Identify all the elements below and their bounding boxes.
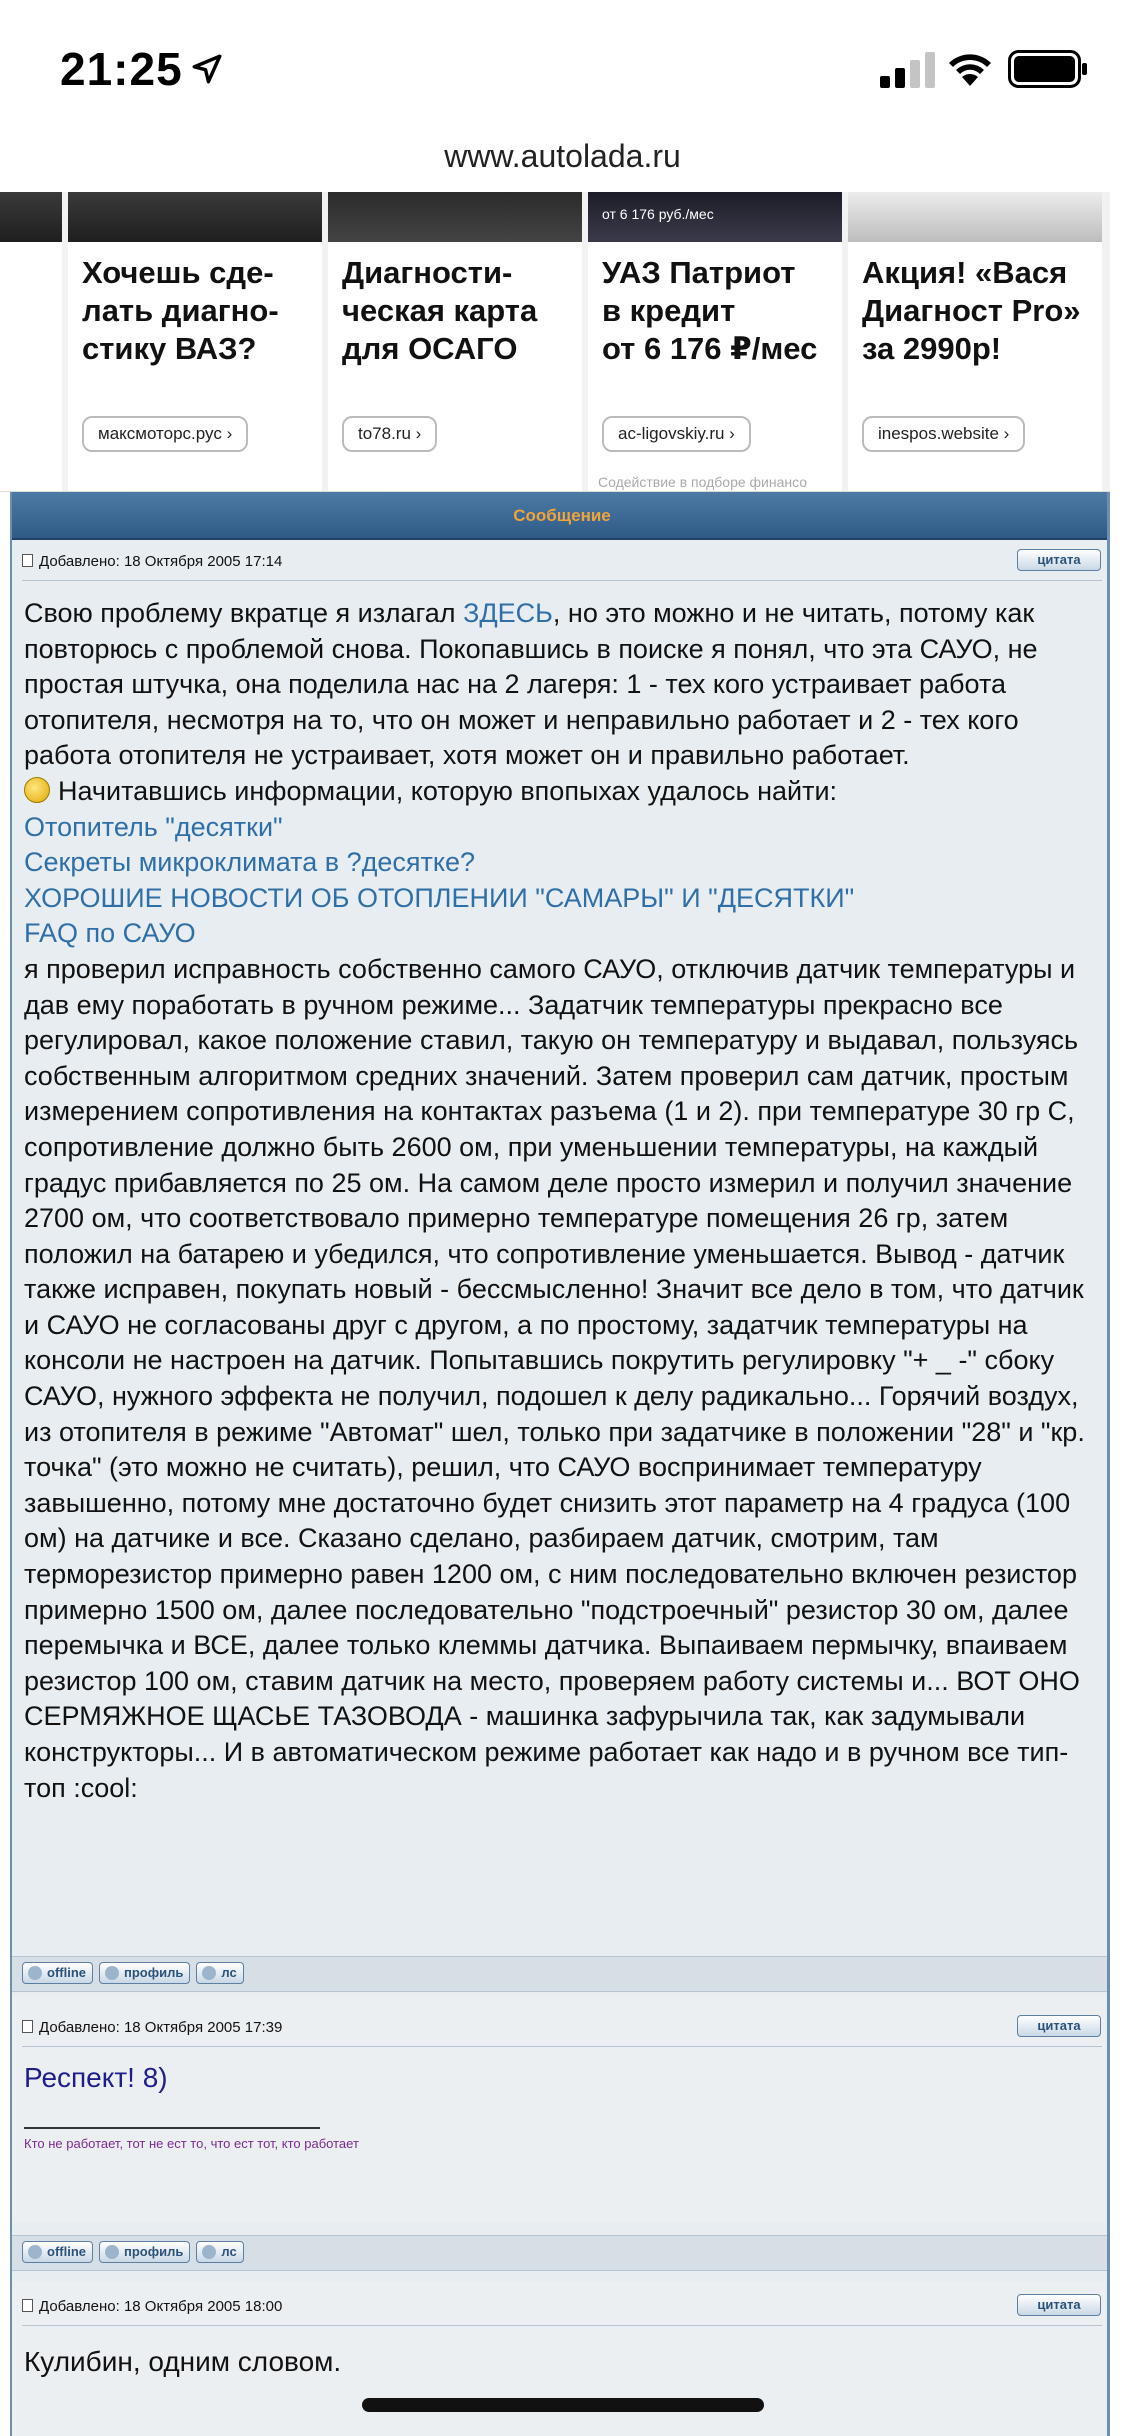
- home-indicator[interactable]: [362, 2398, 764, 2412]
- pm-button[interactable]: лс: [196, 2241, 243, 2263]
- ad-host-button[interactable]: ac-ligovskiy.ru ›: [602, 416, 751, 452]
- post-actions: [22, 1962, 250, 1986]
- link-heating-news[interactable]: ХОРОШИЕ НОВОСТИ ОБ ОТОПЛЕНИИ "САМАРЫ" И "ДЕСЯТКИ": [24, 882, 855, 913]
- post-body: Кулибин, одним словом.: [24, 2346, 342, 2377]
- ad-title: УАЗ Патриот в кредит от 6 176 ₽/мес: [602, 255, 818, 366]
- post-icon: [22, 554, 33, 567]
- divider: [22, 2325, 1102, 2326]
- post-meta: Добавлено: 18 Октября 2005 18:00: [22, 2293, 282, 2321]
- battery-icon: [1008, 50, 1088, 88]
- pm-button[interactable]: лс: [196, 1962, 243, 1984]
- offline-button[interactable]: offline: [22, 2241, 93, 2263]
- divider: [22, 2046, 1102, 2047]
- smiley-icon: [24, 777, 50, 803]
- ad-card[interactable]: [848, 192, 1102, 492]
- ad-host-button[interactable]: максмоторс.рус ›: [82, 416, 248, 452]
- post-body: Свою проблему вкратце я излагал ЗДЕСЬ, но это можно и не читать, потому как повторюсь с проблемой снова. Покопавшись в поиске я понял, что эта САУО, не простая штучка, она поделила нас на 2 лагеря: 1 - тех кого устраивает работа отопителя, несмотря на то, что он может и неправильно работает и 2 - тех кого работа отопителя не устраивает, хотя может он и правильно работает. Начитавшись информации, которую впопыхах удалось найти: Отопитель "десятки" Секреты микроклимата в ?десятке? ХОРОШИЕ НОВОСТИ ОБ ОТОПЛЕНИИ "САМАРЫ" И "ДЕСЯТКИ" FAQ по САУО я проверил исправность собственно самого САУО, отключив датчик температуры и дав ему поработать в ручном режиме... Задатчик температуры прекрасно все регулировал, какое положение ставил, такую он температуру и выдавал, пользуясь собственным алгоритмом средних значений. Затем проверил сам датчик, простым измерением сопротивления на контактах разъема (1 и 2). при температуре 30 гр С, сопротивление должно быть 2600 ом, при уменьшении температуры, на каждый градус прибавляется по 25 ом. На самом деле просто измерил и получил значение 2700 ом, что соответствовало примерно температуре помещения 26 гр, затем положил на батарею и убедился, что сопротивление уменьшается. Вывод - датчик также исправен, покупать новый - бессмысленно! Значит все дело в том, что датчик и САУО не согласованы друг с другом, а по простому, задатчик температуры на консоли не настроен на датчик. Попытавшись покрутить регулировку "+ _ -" сбоку САУО, нужного эффекта не получил, подошел к делу радикально... Горячий воздух, из отопителя в режиме "Автомат" шел, только при задатчике в положении "28" и "кр. точка" (это можно не считать), решил, что САУО воспринимает температуру завышенно, потому мне достаточно будет снизить этот параметр на 4 градуса (100 ом) на датчике и все. Сказано сделано, разбираем датчик, смотрим, там терморезистор примерно равен 1200 ом, с ним последовательно включен резистор примерно 1500 ом, далее последовательно "подстроечный" резистор 30 ом, далее перемычка и ВСЕ, далее только клеммы датчика. Выпаиваем пермычку, впаиваем резистор 100 ом, ставим датчик на место, проверяем работу системы и... ВОТ ОНО СЕРМЯЖНОЕ ЩАСЬЕ ТАЗОВОДА - машинка зафурычила так, как задумывали конструкторы... И в автоматическом режиме работает как надо и в ручном все тип-топ :cool:: [24, 598, 1085, 1803]
- offline-button[interactable]: offline: [22, 1962, 93, 1984]
- ad-card-partial[interactable]: [0, 192, 62, 492]
- profile-button[interactable]: профиль: [99, 1962, 190, 1984]
- post-icon: [22, 2299, 33, 2312]
- ad-title: Акция! «Вася Диагност Pro» за 2990р!: [862, 255, 1081, 366]
- divider: [22, 580, 1102, 581]
- ad-image: [68, 192, 322, 242]
- ad-card[interactable]: [328, 192, 582, 492]
- quote-button[interactable]: цитата: [1017, 549, 1101, 571]
- quote-button[interactable]: цитата: [1017, 2294, 1101, 2316]
- message-header-title: Сообщение: [513, 506, 611, 525]
- location-arrow-icon: [190, 52, 224, 86]
- ad-disclaimer: Содействие в подборе финансо: [598, 474, 808, 490]
- post-icon: [22, 2020, 33, 2033]
- post-meta: Добавлено: 18 Октября 2005 17:14: [22, 548, 282, 576]
- message-header: [12, 492, 1110, 540]
- post-meta: Добавлено: 18 Октября 2005 17:39: [22, 2014, 282, 2042]
- quote-button[interactable]: цитата: [1017, 2015, 1101, 2037]
- link-heater[interactable]: Отопитель "десятки": [24, 811, 283, 842]
- post-body: Респект! 8): [24, 2062, 168, 2093]
- ad-card[interactable]: [588, 192, 842, 492]
- ad-image: [0, 192, 62, 242]
- link-faq[interactable]: FAQ по САУО: [24, 918, 196, 949]
- clock: 21:25: [60, 43, 183, 95]
- ad-image: [848, 192, 1102, 242]
- ad-host-button[interactable]: to78.ru ›: [342, 416, 437, 452]
- ad-title: Диагности- ческая карта для ОСАГО: [342, 255, 538, 366]
- wifi-icon: [945, 48, 995, 88]
- here-link[interactable]: ЗДЕСЬ: [463, 598, 553, 628]
- link-microclimate[interactable]: Секреты микроклимата в ?десятке?: [24, 847, 476, 878]
- ad-card[interactable]: [68, 192, 322, 492]
- ad-image: [328, 192, 582, 242]
- ad-host-button[interactable]: inespos.website ›: [862, 416, 1025, 452]
- ad-price-badge: от 6 176 руб./мес: [602, 206, 714, 222]
- status-bar: [0, 0, 1125, 132]
- ad-image: [588, 192, 842, 242]
- ad-carousel[interactable]: [0, 192, 1110, 492]
- cellular-signal-icon: [880, 50, 936, 90]
- post-actions: [22, 2241, 250, 2265]
- profile-button[interactable]: профиль: [99, 2241, 190, 2263]
- forum-thread: [10, 492, 1110, 2436]
- signature-divider: [24, 2127, 320, 2129]
- address-bar[interactable]: www.autolada.ru: [444, 138, 681, 174]
- signature: Кто не работает, тот не ест то, что ест тот, кто работает: [24, 2136, 359, 2151]
- ad-title: Хочешь сде- лать диагно- стику ВАЗ?: [82, 255, 279, 366]
